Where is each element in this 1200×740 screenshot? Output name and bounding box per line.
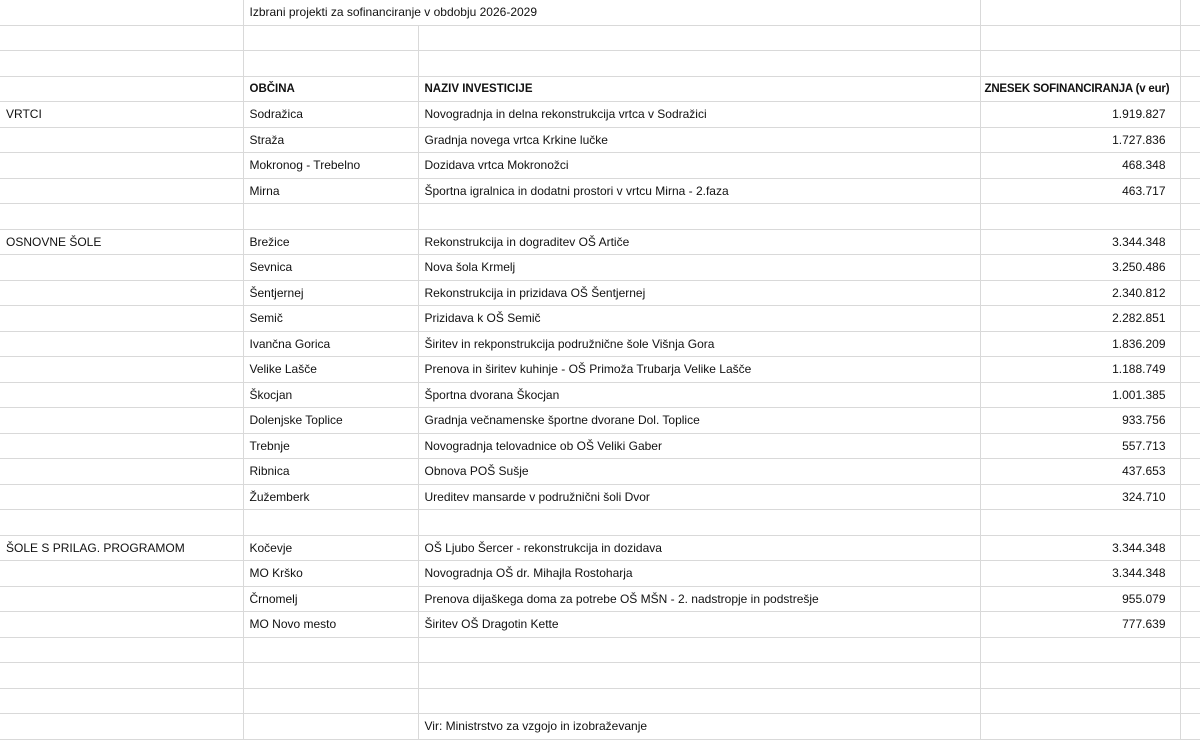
empty-row: [0, 51, 1200, 77]
table-row: [0, 331, 1200, 357]
cell[interactable]: [1180, 51, 1200, 77]
cell[interactable]: [980, 714, 1180, 740]
cell[interactable]: [1180, 331, 1200, 357]
cell[interactable]: [0, 306, 243, 332]
cell[interactable]: [0, 0, 243, 25]
table-row: [0, 102, 1200, 128]
table-row: [0, 382, 1200, 408]
cell[interactable]: [1180, 280, 1200, 306]
cell[interactable]: [1180, 510, 1200, 536]
cell[interactable]: [0, 280, 243, 306]
municipality-cell[interactable]: Sevnica: [243, 255, 418, 281]
empty-row: [0, 510, 1200, 536]
cell[interactable]: [418, 637, 980, 663]
amount-cell[interactable]: 463.717: [980, 178, 1180, 204]
amount-cell[interactable]: 1.727.836: [980, 127, 1180, 153]
cell[interactable]: [0, 714, 243, 740]
cell[interactable]: [1180, 586, 1200, 612]
investment-cell[interactable]: Novogradnja in delna rekonstrukcija vrtca v Sodražici: [418, 102, 980, 128]
table-row: [0, 229, 1200, 255]
amount-cell[interactable]: 2.340.812: [980, 280, 1180, 306]
cell[interactable]: [1180, 306, 1200, 332]
municipality-cell[interactable]: Žužemberk: [243, 484, 418, 510]
title-row: [0, 0, 1200, 25]
cell[interactable]: [0, 127, 243, 153]
cell[interactable]: [0, 484, 243, 510]
cell[interactable]: [0, 510, 243, 536]
cell[interactable]: [0, 76, 243, 102]
table-row: [0, 127, 1200, 153]
municipality-cell[interactable]: Dolenjske Toplice: [243, 408, 418, 434]
municipality-cell[interactable]: Mokronog - Trebelno: [243, 153, 418, 179]
cell[interactable]: [1180, 25, 1200, 51]
cell[interactable]: [1180, 102, 1200, 128]
amount-cell[interactable]: 557.713: [980, 433, 1180, 459]
table-row: [0, 255, 1200, 281]
header-investment[interactable]: NAZIV INVESTICIJE: [418, 76, 980, 102]
cell[interactable]: [243, 204, 418, 230]
municipality-cell[interactable]: Brežice: [243, 229, 418, 255]
cell[interactable]: [1180, 229, 1200, 255]
cell[interactable]: [0, 688, 243, 714]
cell[interactable]: [0, 663, 243, 689]
cell[interactable]: [0, 153, 243, 179]
cell[interactable]: [0, 255, 243, 281]
municipality-cell[interactable]: Velike Lašče: [243, 357, 418, 383]
cell[interactable]: [1180, 178, 1200, 204]
investment-cell[interactable]: Dozidava vrtca Mokronožci: [418, 153, 980, 179]
table-row: [0, 484, 1200, 510]
municipality-cell[interactable]: Črnomelj: [243, 586, 418, 612]
table-row: [0, 612, 1200, 638]
amount-cell[interactable]: 933.756: [980, 408, 1180, 434]
cell[interactable]: [980, 204, 1180, 230]
cell[interactable]: [1180, 714, 1200, 740]
cell[interactable]: [0, 612, 243, 638]
cell[interactable]: [418, 663, 980, 689]
table-row: [0, 153, 1200, 179]
table-row: [0, 357, 1200, 383]
cell[interactable]: [1180, 637, 1200, 663]
table-row: [0, 561, 1200, 587]
cell[interactable]: [1180, 408, 1200, 434]
investment-cell[interactable]: Rekonstrukcija in dograditev OŠ Artiče: [418, 229, 980, 255]
municipality-cell[interactable]: MO Novo mesto: [243, 612, 418, 638]
table-row: [0, 433, 1200, 459]
cell[interactable]: [418, 25, 980, 51]
cell[interactable]: [243, 51, 418, 77]
cell[interactable]: [0, 561, 243, 587]
cell[interactable]: [243, 714, 418, 740]
empty-row: [0, 688, 1200, 714]
municipality-cell[interactable]: Mirna: [243, 178, 418, 204]
table-row: [0, 408, 1200, 434]
investment-cell[interactable]: Širitev OŠ Dragotin Kette: [418, 612, 980, 638]
amount-cell[interactable]: 3.344.348: [980, 561, 1180, 587]
cell[interactable]: [1180, 255, 1200, 281]
investment-cell[interactable]: OŠ Ljubo Šercer - rekonstrukcija in dozidava: [418, 535, 980, 561]
source-row: [0, 714, 1200, 740]
cell[interactable]: [0, 178, 243, 204]
empty-row: [0, 663, 1200, 689]
investment-cell[interactable]: Prenova dijaškega doma za potrebe OŠ MŠN - 2. nadstropje in podstrešje: [418, 586, 980, 612]
municipality-cell[interactable]: Kočevje: [243, 535, 418, 561]
cell[interactable]: [418, 510, 980, 536]
cell[interactable]: [980, 637, 1180, 663]
cell[interactable]: [1180, 561, 1200, 587]
amount-cell[interactable]: 955.079: [980, 586, 1180, 612]
table-row: [0, 306, 1200, 332]
header-row: [0, 76, 1200, 102]
cell[interactable]: [0, 25, 243, 51]
header-municipality[interactable]: OBČINA: [243, 76, 418, 102]
cell[interactable]: [1180, 76, 1200, 102]
municipality-cell[interactable]: Trebnje: [243, 433, 418, 459]
investment-cell[interactable]: Rekonstrukcija in prizidava OŠ Šentjernej: [418, 280, 980, 306]
sheet-title[interactable]: Izbrani projekti za sofinanciranje v obdobju 2026-2029: [243, 0, 980, 25]
section-label[interactable]: VRTCI: [0, 102, 243, 128]
cell[interactable]: [0, 637, 243, 663]
section-label[interactable]: OSNOVNE ŠOLE: [0, 229, 243, 255]
amount-cell[interactable]: 468.348: [980, 153, 1180, 179]
investment-cell[interactable]: Nova šola Krmelj: [418, 255, 980, 281]
table-row: [0, 178, 1200, 204]
empty-row: [0, 637, 1200, 663]
investment-cell[interactable]: Gradnja večnamenske športne dvorane Dol. Toplice: [418, 408, 980, 434]
cell[interactable]: [1180, 484, 1200, 510]
cell[interactable]: [418, 51, 980, 77]
municipality-cell[interactable]: Semič: [243, 306, 418, 332]
cell[interactable]: [1180, 612, 1200, 638]
cell[interactable]: [1180, 357, 1200, 383]
cell[interactable]: [980, 510, 1180, 536]
cell[interactable]: [1180, 459, 1200, 485]
cell[interactable]: [1180, 382, 1200, 408]
investment-cell[interactable]: Gradnja novega vrtca Krkine lučke: [418, 127, 980, 153]
cell[interactable]: [0, 204, 243, 230]
amount-cell[interactable]: 1.188.749: [980, 357, 1180, 383]
amount-cell[interactable]: 3.344.348: [980, 229, 1180, 255]
municipality-cell[interactable]: MO Krško: [243, 561, 418, 587]
cell[interactable]: [0, 357, 243, 383]
section-label[interactable]: ŠOLE S PRILAG. PROGRAMOM: [0, 535, 243, 561]
investment-cell[interactable]: Obnova POŠ Sušje: [418, 459, 980, 485]
municipality-cell[interactable]: Sodražica: [243, 102, 418, 128]
header-amount[interactable]: ZNESEK SOFINANCIRANJA (v eur): [980, 76, 1180, 102]
cell[interactable]: [0, 586, 243, 612]
cell[interactable]: [0, 51, 243, 77]
table-row: [0, 535, 1200, 561]
cell[interactable]: [980, 663, 1180, 689]
cell[interactable]: [1180, 663, 1200, 689]
cell[interactable]: [0, 433, 243, 459]
municipality-cell[interactable]: Ivančna Gorica: [243, 331, 418, 357]
cell[interactable]: [1180, 127, 1200, 153]
empty-row: [0, 25, 1200, 51]
cell[interactable]: [418, 204, 980, 230]
cell[interactable]: [0, 408, 243, 434]
empty-row: [0, 204, 1200, 230]
table-row: [0, 280, 1200, 306]
cell[interactable]: [0, 459, 243, 485]
investment-cell[interactable]: Prizidava k OŠ Semič: [418, 306, 980, 332]
municipality-cell[interactable]: Šentjernej: [243, 280, 418, 306]
cell[interactable]: [0, 382, 243, 408]
cell[interactable]: [418, 688, 980, 714]
cell[interactable]: [1180, 0, 1200, 25]
amount-cell[interactable]: 777.639: [980, 612, 1180, 638]
cell[interactable]: [1180, 433, 1200, 459]
cell[interactable]: [243, 25, 418, 51]
cell[interactable]: [1180, 153, 1200, 179]
cell[interactable]: [980, 688, 1180, 714]
cell[interactable]: [1180, 535, 1200, 561]
amount-cell[interactable]: 324.710: [980, 484, 1180, 510]
cell[interactable]: [243, 688, 418, 714]
cell[interactable]: [243, 637, 418, 663]
investment-cell[interactable]: Športna dvorana Škocjan: [418, 382, 980, 408]
cell[interactable]: [243, 663, 418, 689]
cell[interactable]: [1180, 688, 1200, 714]
investment-cell[interactable]: Širitev in rekponstrukcija podružnične šole Višnja Gora: [418, 331, 980, 357]
amount-cell[interactable]: 437.653: [980, 459, 1180, 485]
investment-cell[interactable]: Novogradnja telovadnice ob OŠ Veliki Gaber: [418, 433, 980, 459]
amount-cell[interactable]: 3.250.486: [980, 255, 1180, 281]
amount-cell[interactable]: 1.919.827: [980, 102, 1180, 128]
source-note[interactable]: Vir: Ministrstvo za vzgojo in izobraževanje: [418, 714, 980, 740]
municipality-cell[interactable]: Ribnica: [243, 459, 418, 485]
table-row: [0, 586, 1200, 612]
cell[interactable]: [243, 510, 418, 536]
cell[interactable]: [1180, 204, 1200, 230]
investment-cell[interactable]: Ureditev mansarde v podružnični šoli Dvor: [418, 484, 980, 510]
table-row: [0, 459, 1200, 485]
municipality-cell[interactable]: Straža: [243, 127, 418, 153]
amount-cell[interactable]: 2.282.851: [980, 306, 1180, 332]
investment-cell[interactable]: Športna igralnica in dodatni prostori v vrtcu Mirna - 2.faza: [418, 178, 980, 204]
investment-cell[interactable]: Novogradnja OŠ dr. Mihajla Rostoharja: [418, 561, 980, 587]
cell[interactable]: [980, 51, 1180, 77]
municipality-cell[interactable]: Škocjan: [243, 382, 418, 408]
cell[interactable]: [980, 25, 1180, 51]
amount-cell[interactable]: 3.344.348: [980, 535, 1180, 561]
investment-cell[interactable]: Prenova in širitev kuhinje - OŠ Primoža Trubarja Velike Lašče: [418, 357, 980, 383]
cell[interactable]: [0, 331, 243, 357]
amount-cell[interactable]: 1.836.209: [980, 331, 1180, 357]
cell[interactable]: [980, 0, 1180, 25]
amount-cell[interactable]: 1.001.385: [980, 382, 1180, 408]
